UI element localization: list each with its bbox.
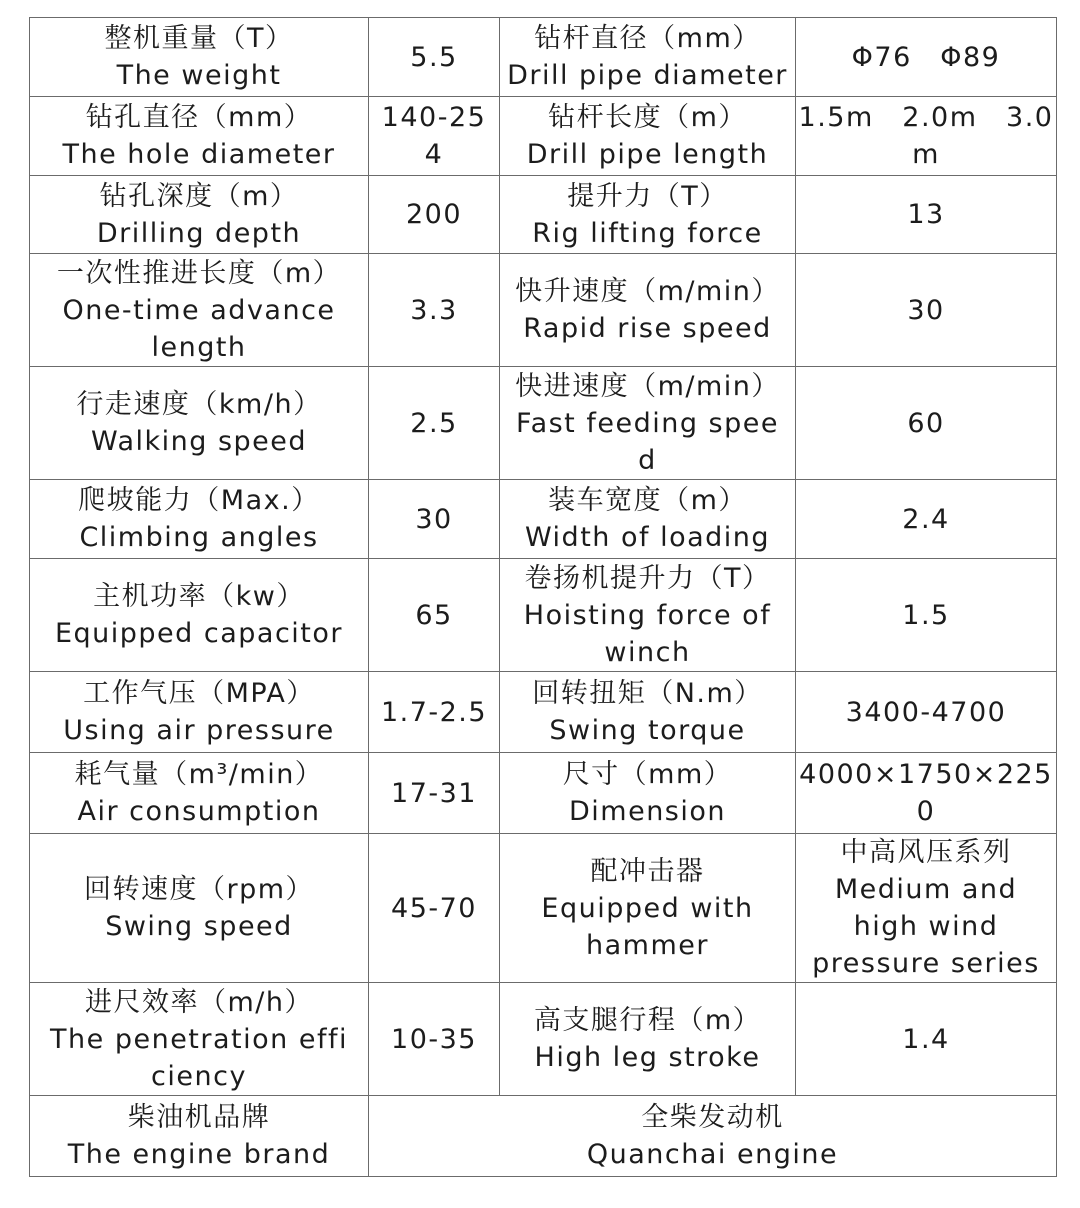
param-value-cell (796, 254, 1057, 367)
table-row (30, 753, 1057, 834)
param-value: 3.3 (410, 294, 458, 326)
param-value: Φ76 Φ89 (851, 41, 1001, 73)
param-label-cell (500, 97, 796, 176)
param-value-cell (796, 176, 1057, 254)
param-value: 4000×1750×225 0 (799, 759, 1053, 827)
param-label-en: The penetration effi ciency (50, 1023, 348, 1092)
param-value-cell (369, 480, 500, 559)
table-row (30, 18, 1057, 97)
table-row (30, 480, 1057, 559)
param-value: 中高风压系列 Medium and high wind pressure series (812, 837, 1040, 979)
param-value: 140-25 4 (381, 102, 487, 170)
param-value-cell (796, 18, 1057, 97)
param-label-cn: 回转扭矩（N.m） (532, 678, 763, 709)
param-label-cell (500, 254, 796, 367)
param-label-cn: 钻孔深度（m） (99, 180, 299, 212)
engine-value-cn: 全柴发动机 (641, 1102, 784, 1133)
param-label-cn: 配冲击器 (590, 855, 705, 887)
param-value-cell (796, 672, 1057, 753)
param-label-cell (500, 559, 796, 672)
param-value: 45-70 (391, 892, 477, 924)
engine-label-en: The engine brand (67, 1139, 331, 1170)
param-value: 5.5 (410, 41, 458, 73)
param-value-cell (796, 559, 1057, 672)
param-label-cell (30, 480, 369, 559)
table-row (30, 176, 1057, 254)
spec-table-body (30, 18, 1057, 1177)
table-row (30, 367, 1057, 480)
param-label-cell (30, 834, 369, 983)
param-label-cell (30, 753, 369, 834)
param-label-cell (30, 983, 369, 1096)
param-value: 200 (405, 199, 463, 230)
engine-label-cn: 柴油机品牌 (127, 1102, 271, 1133)
param-label-en: Swing torque (549, 715, 746, 746)
param-label-cell (500, 753, 796, 834)
param-value: 1.7-2.5 (380, 696, 488, 728)
param-label-cn: 尺寸（mm） (562, 759, 733, 790)
param-value: 30 (415, 503, 453, 535)
param-value-cell (369, 672, 500, 753)
param-label-cell (500, 18, 796, 97)
param-label-cn: 高支腿行程（m） (533, 1005, 762, 1036)
param-label-cell (30, 18, 369, 97)
param-value: 30 (907, 294, 945, 326)
param-label-cell (30, 367, 369, 480)
engine-label-cell (30, 1096, 369, 1177)
param-label-en: Fast feeding spee d (516, 407, 779, 476)
param-value-cell (796, 753, 1057, 834)
param-value-cell (369, 18, 500, 97)
param-value: 1.5m 2.0m 3.0 m (798, 102, 1054, 170)
param-value-cell (369, 176, 500, 254)
param-label-cell (500, 672, 796, 753)
table-row (30, 559, 1057, 672)
param-label-cn: 快升速度（m/min） (515, 276, 780, 307)
param-value: 13 (907, 199, 945, 230)
param-label-cell (500, 176, 796, 254)
table-row (30, 254, 1057, 367)
param-value-cell (369, 753, 500, 834)
engine-value-cell (369, 1096, 1057, 1177)
param-value: 3400-4700 (845, 696, 1007, 728)
param-value-cell (796, 367, 1057, 480)
param-label-en: Hoisting force of winch (523, 599, 772, 668)
param-value: 65 (415, 599, 453, 631)
param-label-cn: 钻杆直径（mm） (534, 23, 761, 54)
param-label-cn: 爬坡能力（Max.） (78, 485, 320, 516)
param-label-en: Rig lifting force (532, 217, 763, 249)
param-label-en: Swing speed (105, 911, 293, 942)
param-label-cn: 提升力（T） (567, 180, 728, 212)
param-label-cell (500, 480, 796, 559)
spec-table (29, 17, 1057, 1177)
param-label-cn: 耗气量（m³/min） (74, 759, 324, 790)
param-label-cell (30, 254, 369, 367)
table-row (30, 672, 1057, 753)
param-label-cn: 装车宽度（m） (548, 485, 747, 516)
param-value: 1.5 (902, 599, 950, 631)
param-value-cell (369, 983, 500, 1096)
param-label-cn: 主机功率（kw） (93, 581, 305, 612)
param-label-cell (500, 367, 796, 480)
param-value: 2.4 (902, 503, 950, 535)
param-label-cn: 钻孔直径（mm） (85, 102, 313, 133)
param-label-cell (500, 983, 796, 1096)
param-label-cn: 一次性推进长度（m） (56, 257, 342, 289)
param-label-en: Dimension (568, 796, 727, 827)
param-value: 2.5 (410, 407, 458, 439)
param-label-cn: 回转速度（rpm） (83, 874, 315, 905)
param-value: 1.4 (902, 1023, 950, 1055)
param-label-cn: 快进速度（m/min） (515, 370, 780, 402)
param-label-cell (30, 672, 369, 753)
param-value-cell (369, 97, 500, 176)
param-label-en: Equipped capacitor (54, 618, 344, 649)
param-label-cell (30, 559, 369, 672)
param-label-cn: 钻杆长度（m） (548, 102, 747, 133)
param-label-en: Width of loading (524, 522, 771, 553)
param-label-en: The hole diameter (62, 139, 336, 170)
param-label-cn: 卷扬机提升力（T） (524, 562, 771, 594)
param-label-en: One-time advance length (62, 294, 336, 363)
param-label-cn: 行走速度（km/h） (76, 389, 322, 420)
param-label-cn: 进尺效率（m/h） (84, 986, 313, 1018)
param-label-en: Air consumption (77, 796, 321, 827)
param-label-cn: 工作气压（MPA） (83, 678, 315, 709)
param-label-cell (500, 834, 796, 983)
param-value-cell (796, 480, 1057, 559)
param-label-en: Rapid rise speed (523, 313, 772, 344)
param-label-en: Climbing angles (79, 522, 319, 553)
param-value-cell (796, 983, 1057, 1096)
table-row (30, 834, 1057, 983)
param-label-en: Using air pressure (63, 715, 335, 746)
param-label-en: Drilling depth (96, 217, 302, 249)
param-value-cell (796, 834, 1057, 983)
param-label-en: The weight (116, 60, 282, 91)
engine-value-en: Quanchai engine (586, 1139, 839, 1170)
param-value-cell (369, 559, 500, 672)
param-label-cell (30, 97, 369, 176)
param-value: 10-35 (391, 1023, 477, 1055)
table-row-engine (30, 1096, 1057, 1177)
param-label-en: Drill pipe length (526, 139, 769, 170)
param-value: 60 (907, 407, 945, 439)
param-label-en: Walking speed (90, 426, 308, 457)
param-value: 17-31 (391, 777, 477, 809)
param-label-en: Equipped with hammer (541, 892, 754, 961)
param-label-en: Drill pipe diameter (507, 60, 788, 91)
param-label-en: High leg stroke (534, 1042, 761, 1073)
param-value-cell (369, 367, 500, 480)
table-row (30, 983, 1057, 1096)
table-row (30, 97, 1057, 176)
param-value-cell (369, 254, 500, 367)
param-label-cn: 整机重量（T） (104, 23, 294, 54)
param-value-cell (369, 834, 500, 983)
param-label-cell (30, 176, 369, 254)
param-value-cell (796, 97, 1057, 176)
